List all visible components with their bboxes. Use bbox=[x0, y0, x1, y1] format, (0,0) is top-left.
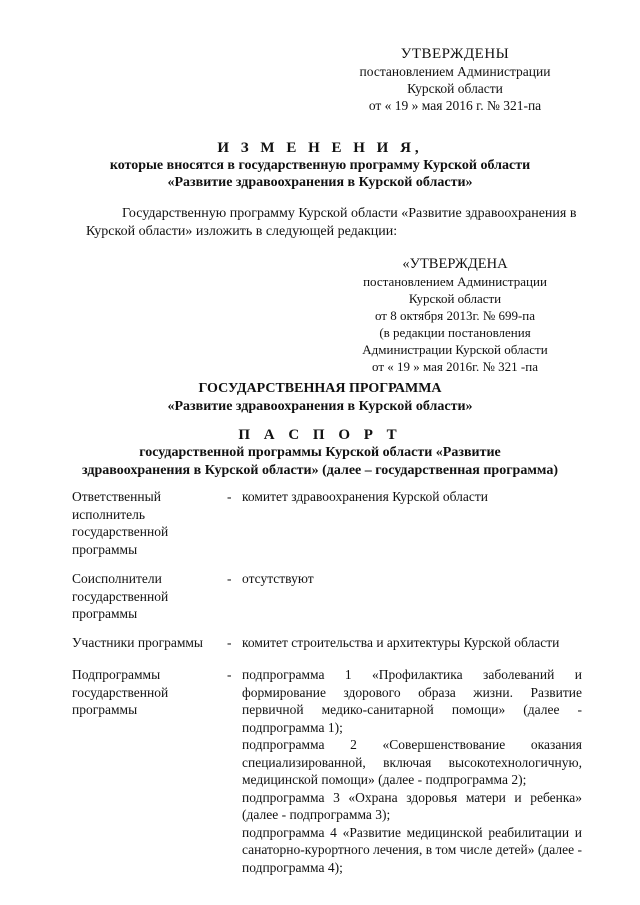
intro-paragraph bbox=[86, 205, 582, 241]
program-approval-line-5: Администрации Курской области bbox=[362, 342, 548, 357]
subprogram-item-3: подпрограмма 3 «Охрана здоровья матери и ребенка» (далее - подпрограмма 3); bbox=[242, 789, 582, 822]
program-approval-heading: «УТВЕРЖДЕНА bbox=[402, 256, 508, 272]
program-approval-stamp bbox=[340, 256, 570, 375]
passport-subtitle-1: государственной программы Курской области «Развитие bbox=[139, 445, 501, 460]
row-dash: - bbox=[227, 571, 232, 586]
passport-title bbox=[0, 426, 640, 480]
program-approval-line-2: Курской области bbox=[408, 291, 502, 306]
program-approval-line-6: от « 19 » мая 2016г. № 321 -па bbox=[372, 359, 538, 374]
subprogram-item-4: подпрограмма 4 «Развитие медицинской реабилитации и санаторно-курортного лечения, в том числе детей» (далее - подпрограмма 4); bbox=[242, 824, 582, 875]
approval-line-2: Курской области bbox=[407, 81, 503, 96]
row-dash: - bbox=[227, 667, 232, 682]
program-approval-line-3: от 8 октября 2013г. № 699-па bbox=[374, 308, 536, 323]
row-value: отсутствуют bbox=[242, 571, 314, 586]
subprogram-list bbox=[242, 666, 582, 876]
program-title-line-1: ГОСУДАРСТВЕННАЯ ПРОГРАММА bbox=[198, 381, 442, 396]
changes-subtitle-1: которые вносятся в государственную программу Курской области bbox=[109, 158, 531, 173]
program-title-line-2: «Развитие здравоохранения в Курской области» bbox=[167, 399, 473, 414]
program-approval-line-4: (в редакции постановления bbox=[379, 325, 531, 340]
passport-subtitle-2: здравоохранения в Курской области» (далее – государственная программа) bbox=[82, 463, 558, 478]
row-value: комитет здравоохранения Курской области bbox=[242, 489, 489, 504]
approval-line-3: от « 19 » мая 2016 г. № 321-па bbox=[368, 98, 542, 113]
changes-subtitle-2: «Развитие здравоохранения в Курской области» bbox=[167, 175, 473, 190]
program-approval-line-1: постановлением Администрации bbox=[363, 274, 547, 289]
passport-heading: П А С П О Р Т bbox=[238, 427, 402, 443]
row-label: Ответственный исполнитель государственной программы bbox=[72, 489, 169, 557]
row-label: Подпрограммы государственной программы bbox=[72, 667, 169, 717]
subprogram-item-2: подпрограмма 2 «Совершенствование оказания специализированной, включая высокотехнологичную, медицинской помощи» (далее - подпрограмма 2); bbox=[242, 737, 582, 787]
approval-line-1: постановлением Администрации bbox=[359, 64, 551, 79]
program-title bbox=[0, 380, 640, 416]
approval-heading: УТВЕРЖДЕНЫ bbox=[400, 46, 510, 62]
approval-stamp bbox=[340, 46, 570, 114]
intro-text: Государственную программу Курской области «Развитие здравоохранения в Курской области» изложить в следующей редакции: bbox=[86, 206, 577, 239]
row-label: Соисполнители государственной программы bbox=[72, 571, 169, 621]
row-dash: - bbox=[227, 635, 232, 650]
row-label: Участники программы bbox=[72, 635, 203, 650]
row-dash: - bbox=[227, 489, 232, 504]
subprogram-item-1: подпрограмма 1 «Профилактика заболеваний и формирование здорового образа жизни. Развитие первичной медико-санитарной помощи» (далее - подпрограмма 1); bbox=[242, 667, 582, 735]
changes-heading: И З М Е Н Е Н И Я, bbox=[217, 140, 423, 156]
changes-title bbox=[0, 140, 640, 191]
row-value: комитет строительства и архитектуры Курской области bbox=[242, 635, 560, 650]
